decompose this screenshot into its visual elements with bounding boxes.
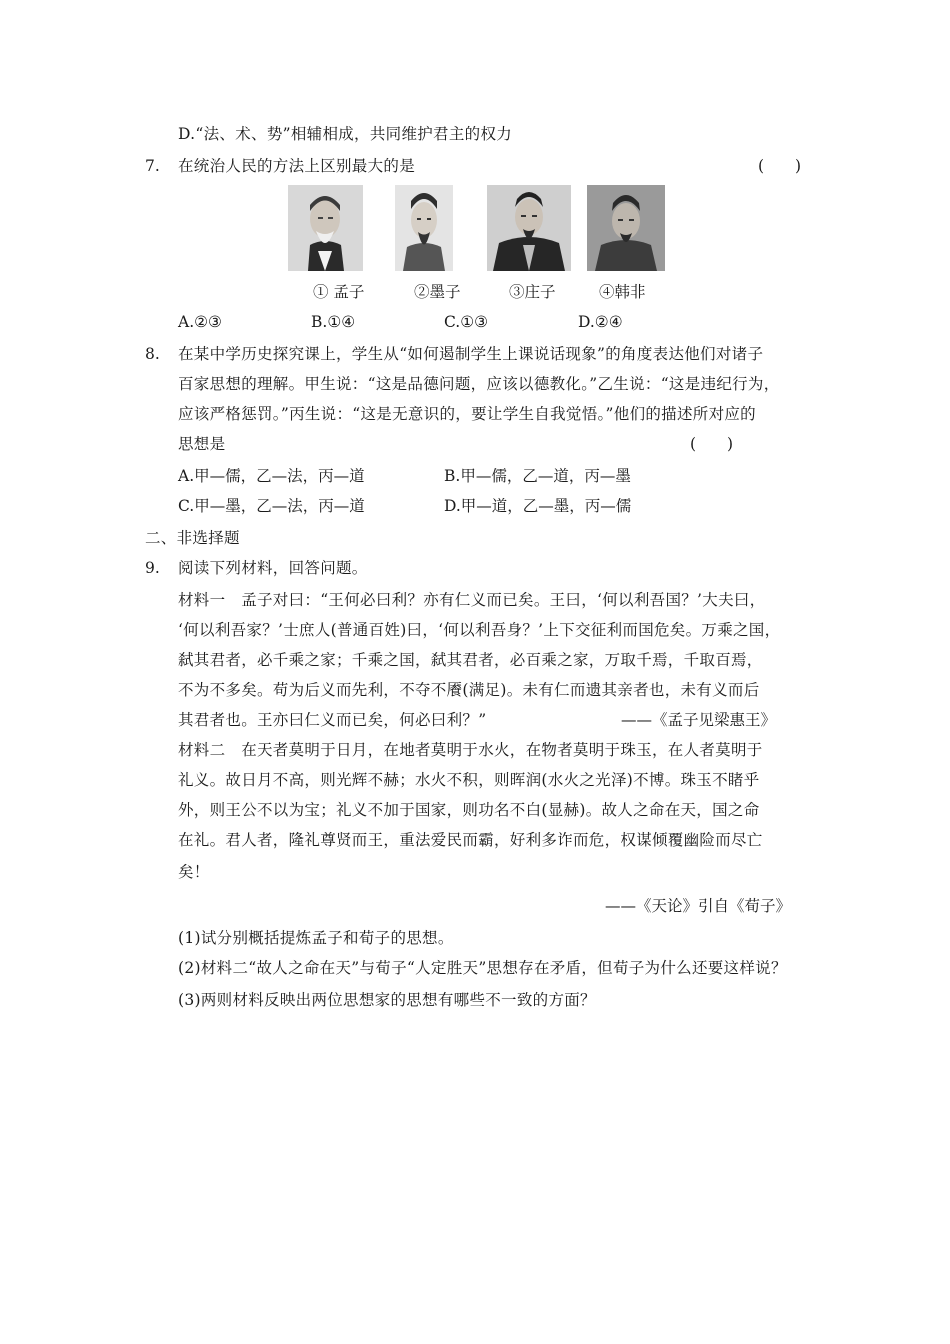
q8-option-a: A.甲—儒，乙—法，丙—道 <box>178 467 365 485</box>
material1-line: 材料一 孟子对曰：“王何必曰利？亦有仁义而已矣。王曰，‘何以利吾国？’大夫曰， <box>178 591 766 609</box>
q8-line-3: 应该严格惩罚。”丙生说：“这是无意识的，要让学生自我觉悟。”他们的描述所对应的 <box>178 405 756 423</box>
q9-sub-question: (1)试分别概括提炼孟子和荀子的思想。 <box>178 929 454 947</box>
material1-line: ‘何以利吾家？’士庶人(普通百姓)曰，‘何以利吾身？’上下交征利而国危矣。万乘之国， <box>178 621 781 639</box>
q9-number: 9. <box>145 559 160 577</box>
material2-line: 在礼。君人者，隆礼尊贤而王，重法爱民而霸，好利多诈而危，权谋倾覆幽险而尽亡 <box>178 831 763 849</box>
material2-line: 外，则王公不以为宝；礼义不加于国家，则功名不白(显赫)。故人之命在天，国之命 <box>178 801 760 819</box>
q9-stem: 阅读下列材料，回答问题。 <box>178 559 368 577</box>
portrait-mencius <box>288 185 363 271</box>
q8-line-1: 在某中学历史探究课上，学生从“如何遏制学生上课说话现象”的角度表达他们对诸子 <box>178 345 764 363</box>
section-title: 二、非选择题 <box>145 529 240 547</box>
material2-source: ——《天论》引自《荀子》 <box>605 897 792 915</box>
q6-option-d: D.“法、术、势”相辅相成，共同维护君主的权力 <box>178 125 513 143</box>
material2-line: 材料二 在天者莫明于日月，在地者莫明于水火，在物者莫明于珠玉，在人者莫明于 <box>178 741 763 759</box>
caption-zhuangzi: ③庄子 <box>509 283 556 301</box>
q7-answer-paren: ( ) <box>758 157 802 175</box>
caption-mozi: ②墨子 <box>414 283 461 301</box>
q7-option-c: C.①③ <box>444 313 489 331</box>
material2-line: 矣！ <box>178 863 210 881</box>
q7-option-a: A.②③ <box>178 313 222 331</box>
material1-line: 其君者也。王亦曰仁义而已矣，何必曰利？” <box>178 711 487 729</box>
q7-number: 7. <box>145 157 160 175</box>
q9-sub-question: (3)两则材料反映出两位思想家的思想有哪些不一致的方面？ <box>178 991 596 1009</box>
material2-line: 礼义。故日月不高，则光辉不赫；水火不积，则晖润(水火之光泽)不博。珠玉不睹乎 <box>178 771 760 789</box>
q7-stem: 在统治人民的方法上区别最大的是 <box>178 157 416 175</box>
q7-option-b: B.①④ <box>311 313 356 331</box>
q8-option-c: C.甲—墨，乙—法，丙—道 <box>178 497 365 515</box>
q8-line-2: 百家思想的理解。甲生说：“这是品德问题，应该以德教化。”乙生说：“这是违纪行为， <box>178 375 780 393</box>
q8-number: 8. <box>145 345 160 363</box>
portrait-zhuangzi <box>487 185 571 271</box>
q8-option-b: B.甲—儒，乙—道，丙—墨 <box>444 467 631 485</box>
q8-answer-paren: ( ) <box>690 435 734 453</box>
q7-option-d: D.②④ <box>578 313 623 331</box>
material1-source: ——《孟子见梁惠王》 <box>621 711 777 729</box>
portrait-hanfei <box>587 185 665 271</box>
q8-option-d: D.甲—道，乙—墨，丙—儒 <box>444 497 632 515</box>
q8-line-4: 思想是 <box>178 435 226 453</box>
caption-hanfei: ④韩非 <box>599 283 646 301</box>
caption-mencius: ① 孟子 <box>313 283 365 301</box>
q9-sub-question: (2)材料二“故人之命在天”与荀子“人定胜天”思想存在矛盾，但荀子为什么还要这样说？ <box>178 959 787 977</box>
material1-line: 弑其君者，必千乘之家；千乘之国，弑其君者，必百乘之家，万取千焉，千取百焉， <box>178 651 763 669</box>
material1-line: 不为不多矣。苟为后义而先利，不夺不餍(满足)。未有仁而遗其亲者也，未有义而后 <box>178 681 760 699</box>
portrait-mozi <box>395 185 453 271</box>
